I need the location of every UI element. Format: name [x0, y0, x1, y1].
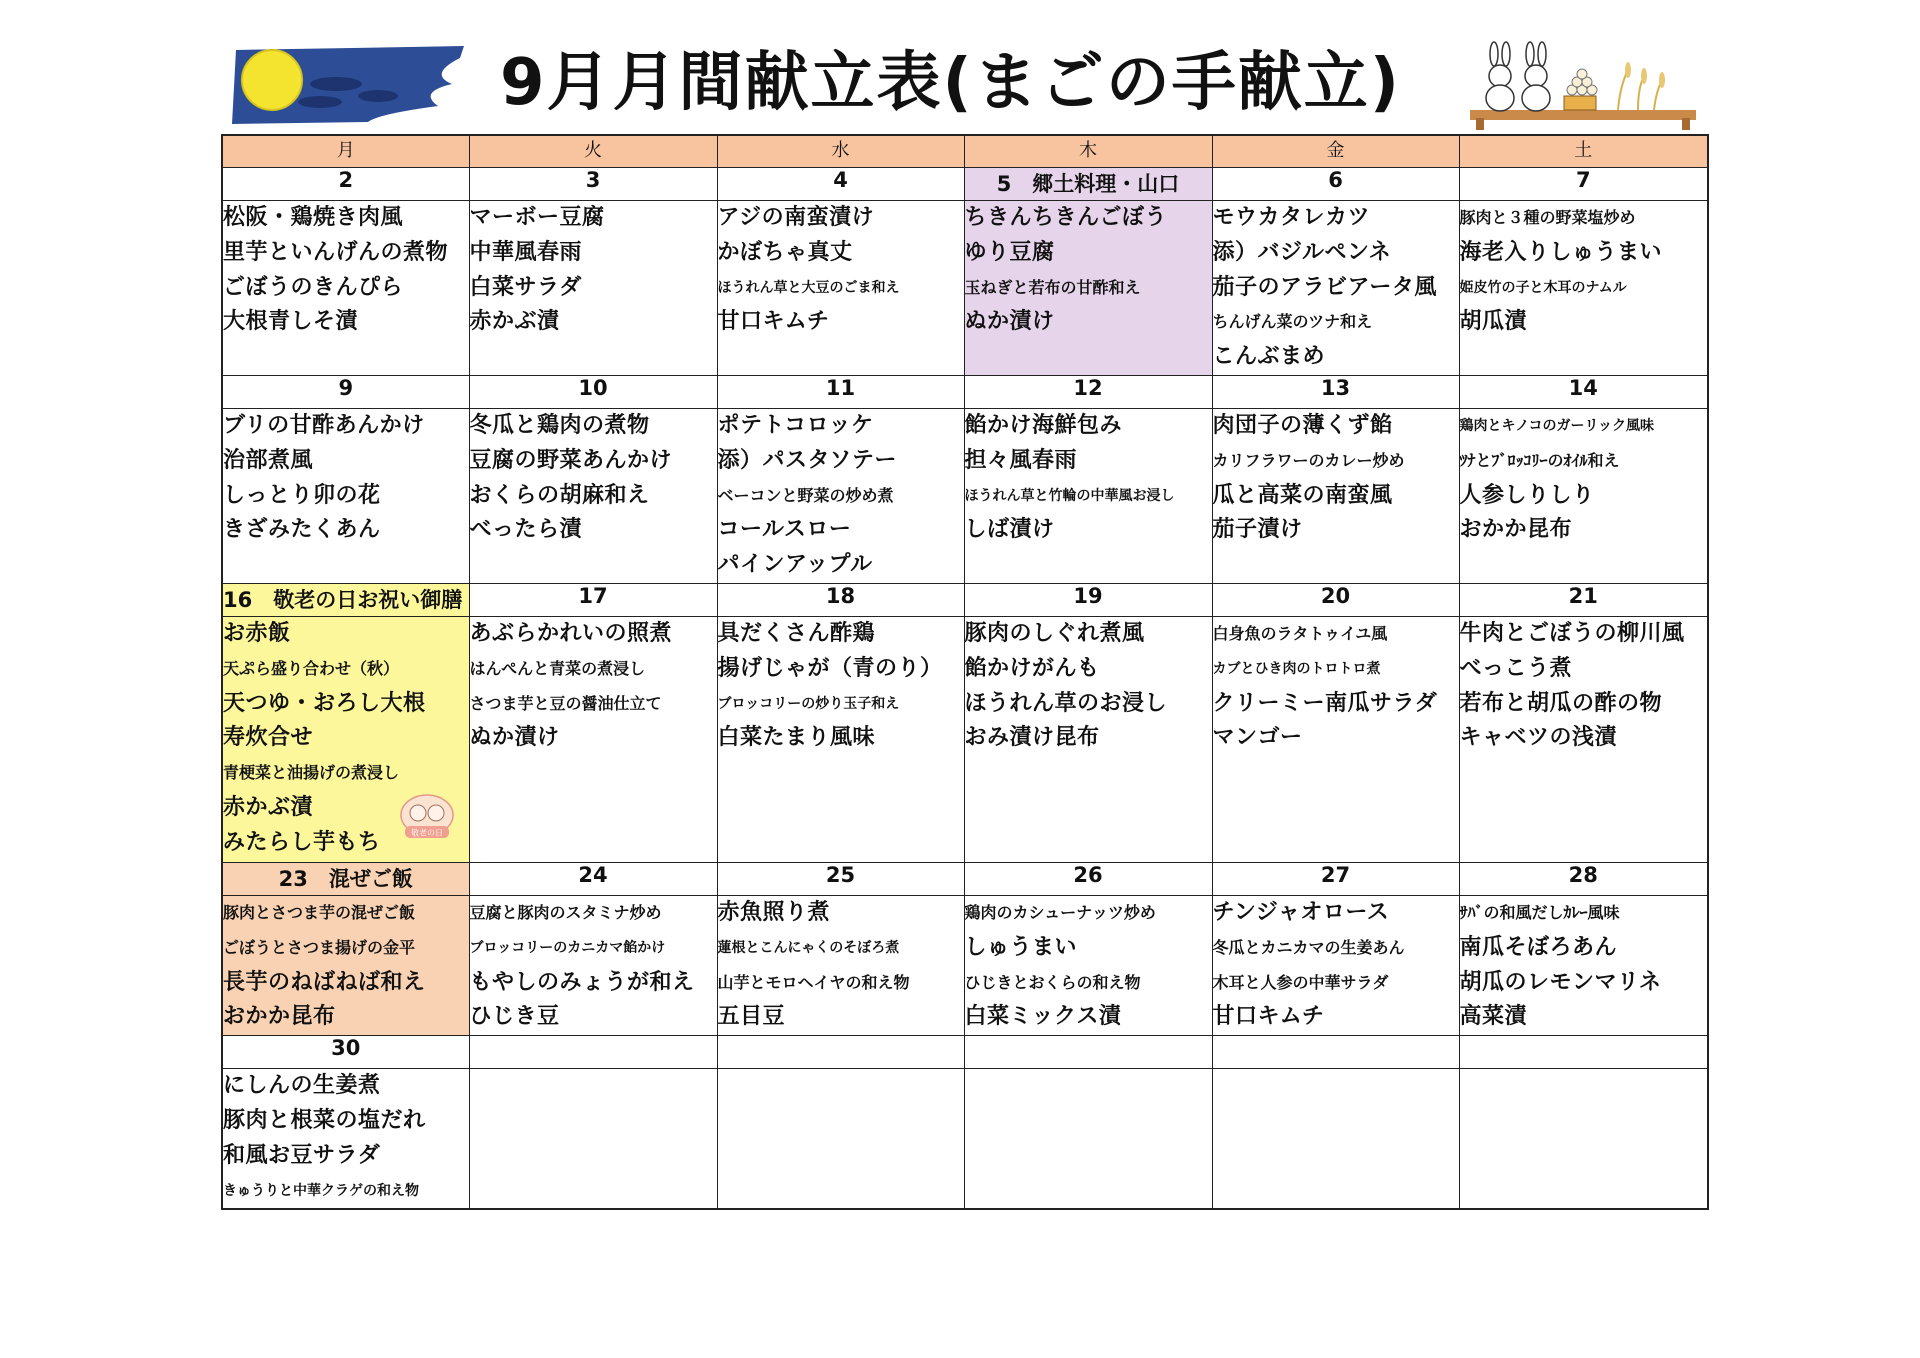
menu-item: 鶏肉とキノコのガーリック風味	[1459, 417, 1654, 434]
menu-item: あぶらかれいの照煮	[469, 620, 673, 646]
menu-item: 豆腐と豚肉のスタミナ炒め	[469, 902, 662, 922]
menu-cell	[1459, 201, 1708, 376]
menu-item: おくらの胡麻和え	[469, 482, 650, 508]
menu-cell	[717, 616, 964, 862]
date-label: 30	[222, 1036, 469, 1069]
menu-item: 鶏肉のカシューナッツ炒め	[964, 902, 1156, 922]
menu-cell	[1212, 616, 1459, 862]
menu-row-week-1	[222, 201, 1708, 376]
menu-item: 揚げじゃが（青のり）	[717, 655, 943, 681]
menu-item: きざみたくあん	[223, 517, 381, 543]
date-label	[717, 1036, 964, 1069]
date-label: 7	[1459, 168, 1708, 201]
menu-item: 白菜サラダ	[469, 274, 582, 300]
menu-item: おかか昆布	[223, 1004, 336, 1030]
menu-cell	[1212, 895, 1459, 1035]
menu-item: にしんの生姜煮	[223, 1073, 381, 1099]
menu-item: ごぼうのきんぴら	[223, 274, 404, 300]
menu-cell	[717, 895, 964, 1035]
menu-item: カブとひき肉のトロトロ煮	[1212, 660, 1381, 677]
menu-cell	[222, 201, 469, 376]
menu-item: べっこう煮	[1459, 655, 1573, 681]
menu-item: かぼちゃ真丈	[717, 239, 853, 265]
menu-item: 若布と胡瓜の酢の物	[1459, 690, 1663, 716]
weekday-wednesday: 水	[717, 135, 964, 168]
menu-cell-empty	[717, 1069, 964, 1210]
menu-item: ちきんちきんごぼう	[964, 205, 1168, 230]
menu-cell	[717, 408, 964, 583]
menu-item: こんぶまめ	[1212, 344, 1326, 370]
menu-item: 中華風春雨	[469, 239, 583, 265]
weekday-friday: 金	[1212, 135, 1459, 168]
menu-item: 玉ねぎと若布の甘酢和え	[964, 277, 1141, 297]
menu-cell	[469, 616, 717, 862]
monthly-menu-calendar	[221, 134, 1709, 1210]
menu-cell	[469, 201, 717, 376]
moon-viewing-bunnies-illustration	[1468, 40, 1700, 130]
menu-item: ﾂﾅとﾌﾞﾛｯｺﾘｰのｵｲﾙ和え	[1459, 450, 1620, 470]
menu-item: きゅうりと中華クラゲの和え物	[223, 1182, 419, 1199]
menu-item: 赤かぶ漬	[223, 794, 314, 820]
menu-item: しば漬け	[964, 517, 1055, 543]
menu-cell-special	[964, 201, 1212, 376]
date-label: 19	[964, 583, 1212, 616]
date-row-week-1	[222, 168, 1708, 201]
menu-cell	[964, 895, 1212, 1035]
menu-item: しゅうまい	[964, 934, 1078, 960]
menu-item: 人参しりしり	[1459, 482, 1595, 508]
menu-item: ブリの甘酢あんかけ	[223, 412, 425, 438]
menu-item: アジの南蛮漬け	[717, 205, 875, 230]
menu-item: 瓜と高菜の南蛮風	[1212, 482, 1393, 508]
date-label: 26	[964, 862, 1212, 895]
menu-item: 白身魚のラタトゥイユ風	[1212, 623, 1388, 643]
respect-for-aged-day-badge-icon	[399, 794, 455, 840]
menu-item: ブロッコリーのカニカマ餡かけ	[469, 939, 666, 956]
menu-item: 高菜漬	[1459, 1004, 1528, 1030]
menu-cell	[469, 895, 717, 1035]
menu-item: ほうれん草と大豆のごま和え	[717, 279, 900, 296]
weekday-saturday: 土	[1459, 135, 1708, 168]
menu-cell	[1212, 408, 1459, 583]
menu-item: しっとり卯の花	[223, 482, 381, 508]
menu-item: チンジャオロース	[1212, 899, 1390, 925]
menu-item: ひじき豆	[469, 1004, 560, 1030]
menu-item: 青梗菜と油揚げの煮浸し	[223, 763, 400, 783]
weekday-thursday: 木	[964, 135, 1212, 168]
menu-item: 茄子漬け	[1212, 517, 1303, 543]
menu-item: ひじきとおくらの和え物	[964, 972, 1141, 992]
menu-row-week-2	[222, 408, 1708, 583]
date-label: 27	[1212, 862, 1459, 895]
menu-cell	[964, 408, 1212, 583]
badge-label: 敬老の日	[410, 828, 443, 838]
menu-cell-empty	[1212, 1069, 1459, 1210]
menu-item: 寿炊合せ	[223, 725, 314, 751]
menu-item: 冬瓜と鶏肉の煮物	[469, 412, 650, 438]
date-label	[469, 1036, 717, 1069]
menu-cell	[1459, 616, 1708, 862]
menu-item: クリーミー南瓜サラダ	[1212, 690, 1438, 716]
weekday-tuesday: 火	[469, 135, 717, 168]
menu-item: 添）バジルペンネ	[1212, 239, 1392, 265]
date-label: 20	[1212, 583, 1459, 616]
menu-item: 餡かけがんも	[964, 655, 1100, 681]
menu-item: 冬瓜とカニカマの生姜あん	[1212, 937, 1405, 957]
menu-item: 赤魚照り煮	[717, 899, 831, 925]
menu-item: さつま芋と豆の醤油仕立て	[469, 693, 662, 713]
date-label: 6	[1212, 168, 1459, 201]
menu-item: 餡かけ海鮮包み	[964, 412, 1123, 438]
date-row-week-3	[222, 583, 1708, 616]
menu-item: モウカタレカツ	[1212, 205, 1371, 230]
menu-item: ｻﾊﾞの和風だしｶﾚｰ風味	[1459, 902, 1620, 922]
menu-item: 和風お豆サラダ	[223, 1142, 381, 1168]
menu-item: 甘口キムチ	[717, 309, 830, 335]
menu-item: 蓮根とこんにゃくのそぼろ煮	[717, 939, 900, 956]
menu-cell	[222, 1069, 469, 1210]
date-label: 10	[469, 375, 717, 408]
menu-cell-empty	[469, 1069, 717, 1210]
menu-item: 南瓜そぼろあん	[1459, 934, 1618, 960]
date-label: 28	[1459, 862, 1708, 895]
menu-cell-special	[222, 895, 469, 1035]
date-row-week-2	[222, 375, 1708, 408]
weekday-monday: 月	[222, 135, 469, 168]
menu-item: 松阪・鶏焼き肉風	[223, 205, 404, 230]
menu-item: 牛肉とごぼうの柳川風	[1459, 620, 1685, 646]
date-label: 13	[1212, 375, 1459, 408]
menu-item: 五目豆	[717, 1004, 786, 1030]
menu-item: キャベツの浅漬	[1459, 725, 1618, 751]
menu-cell	[1212, 201, 1459, 376]
date-row-week-4	[222, 862, 1708, 895]
menu-item: 具だくさん酢鶏	[717, 620, 876, 646]
menu-row-week-5	[222, 1069, 1708, 1210]
menu-item: 天つゆ・おろし大根	[223, 690, 426, 716]
menu-cell-empty	[1459, 1069, 1708, 1210]
menu-item: ちんげん菜のツナ和え	[1212, 312, 1373, 332]
menu-item: 豚肉とさつま芋の混ぜご飯	[223, 902, 416, 922]
menu-item: ぬか漬け	[469, 725, 560, 751]
menu-item: 豚肉と３種の野菜塩炒め	[1459, 208, 1636, 227]
menu-item: ごぼうとさつま揚げの金平	[223, 937, 416, 957]
menu-item: ぬか漬け	[964, 309, 1055, 335]
menu-item: 天ぷら盛り合わせ（秋）	[223, 658, 400, 678]
date-label: 12	[964, 375, 1212, 408]
page-title: 9月月間献立表(まごの手献立)	[500, 46, 1402, 120]
menu-item: 白菜ミックス漬	[964, 1004, 1122, 1030]
menu-item: コールスロー	[717, 517, 852, 543]
menu-item: 担々風春雨	[964, 447, 1078, 473]
menu-row-week-4	[222, 895, 1708, 1035]
menu-item: 姫皮竹の子と木耳のナムル	[1459, 279, 1627, 296]
menu-item: 肉団子の薄くず餡	[1212, 412, 1393, 438]
menu-item: 木耳と人参の中華サラダ	[1212, 972, 1389, 992]
menu-cell	[964, 616, 1212, 862]
menu-item: 長芋のねばねば和え	[223, 969, 426, 995]
menu-item: 山芋とモロヘイヤの和え物	[717, 972, 910, 992]
date-row-week-5	[222, 1036, 1708, 1069]
date-label: 25	[717, 862, 964, 895]
menu-item: 里芋といんげんの煮物	[223, 239, 449, 265]
menu-item: パインアップル	[717, 552, 873, 578]
menu-item: ブロッコリーの炒り玉子和え	[717, 695, 900, 712]
menu-item: ベーコンと野菜の炒め煮	[717, 485, 894, 505]
date-label	[1212, 1036, 1459, 1069]
menu-item: 大根青しそ漬	[223, 309, 359, 335]
menu-item: 添）パスタソテー	[717, 447, 897, 473]
menu-item: 甘口キムチ	[1212, 1004, 1325, 1030]
moon-illustration	[228, 44, 468, 124]
date-label: 3	[469, 168, 717, 201]
date-label: 4	[717, 168, 964, 201]
menu-item: 茄子のアラビアータ風	[1212, 274, 1437, 300]
menu-item: おかか昆布	[1459, 517, 1573, 543]
menu-item: マーボー豆腐	[469, 205, 605, 230]
date-label: 2	[222, 168, 469, 201]
date-label: 11	[717, 375, 964, 408]
date-label-special: 16 敬老の日お祝い御膳	[222, 583, 469, 616]
date-label: 17	[469, 583, 717, 616]
date-label: 18	[717, 583, 964, 616]
date-label-special: 5 郷土料理・山口	[964, 168, 1212, 201]
menu-item: ほうれん草と竹輪の中華風お浸し	[964, 487, 1175, 504]
menu-row-week-3	[222, 616, 1708, 862]
menu-cell-special	[222, 616, 469, 862]
date-label	[964, 1036, 1212, 1069]
date-label: 21	[1459, 583, 1708, 616]
menu-item: 胡瓜漬	[1459, 309, 1528, 335]
menu-item: ゆり豆腐	[964, 239, 1055, 265]
menu-item: はんぺんと青菜の煮浸し	[469, 658, 646, 678]
menu-item: 豚肉のしぐれ煮風	[964, 620, 1145, 646]
date-label: 14	[1459, 375, 1708, 408]
menu-item: 豆腐の野菜あんかけ	[469, 447, 673, 473]
menu-item: マンゴー	[1212, 725, 1303, 751]
menu-cell-empty	[964, 1069, 1212, 1210]
date-label: 24	[469, 862, 717, 895]
menu-item: ほうれん草のお浸し	[964, 690, 1168, 716]
menu-item: 胡瓜のレモンマリネ	[1459, 969, 1662, 995]
weekday-header-row	[222, 135, 1708, 168]
menu-item: ポテトコロッケ	[717, 412, 874, 438]
menu-item: もやしのみょうが和え	[469, 969, 695, 995]
date-label	[1459, 1036, 1708, 1069]
menu-item: 海老入りしゅうまい	[1459, 239, 1663, 265]
date-label-special: 23 混ぜご飯	[222, 862, 469, 895]
menu-item: みたらし芋もち	[223, 829, 381, 855]
menu-item: べったら漬	[469, 517, 583, 543]
menu-item: 豚肉と根菜の塩だれ	[223, 1107, 426, 1133]
menu-item: 白菜たまり風味	[717, 725, 876, 751]
menu-cell	[1459, 895, 1708, 1035]
menu-item: 赤かぶ漬	[469, 309, 560, 335]
menu-item: お赤飯	[223, 620, 291, 646]
date-label: 9	[222, 375, 469, 408]
menu-item: カリフラワーのカレー炒め	[1212, 450, 1405, 470]
menu-cell	[469, 408, 717, 583]
menu-item: 治部煮風	[223, 447, 314, 473]
menu-cell	[717, 201, 964, 376]
menu-cell	[222, 408, 469, 583]
menu-cell	[1459, 408, 1708, 583]
menu-item: おみ漬け昆布	[964, 725, 1100, 751]
